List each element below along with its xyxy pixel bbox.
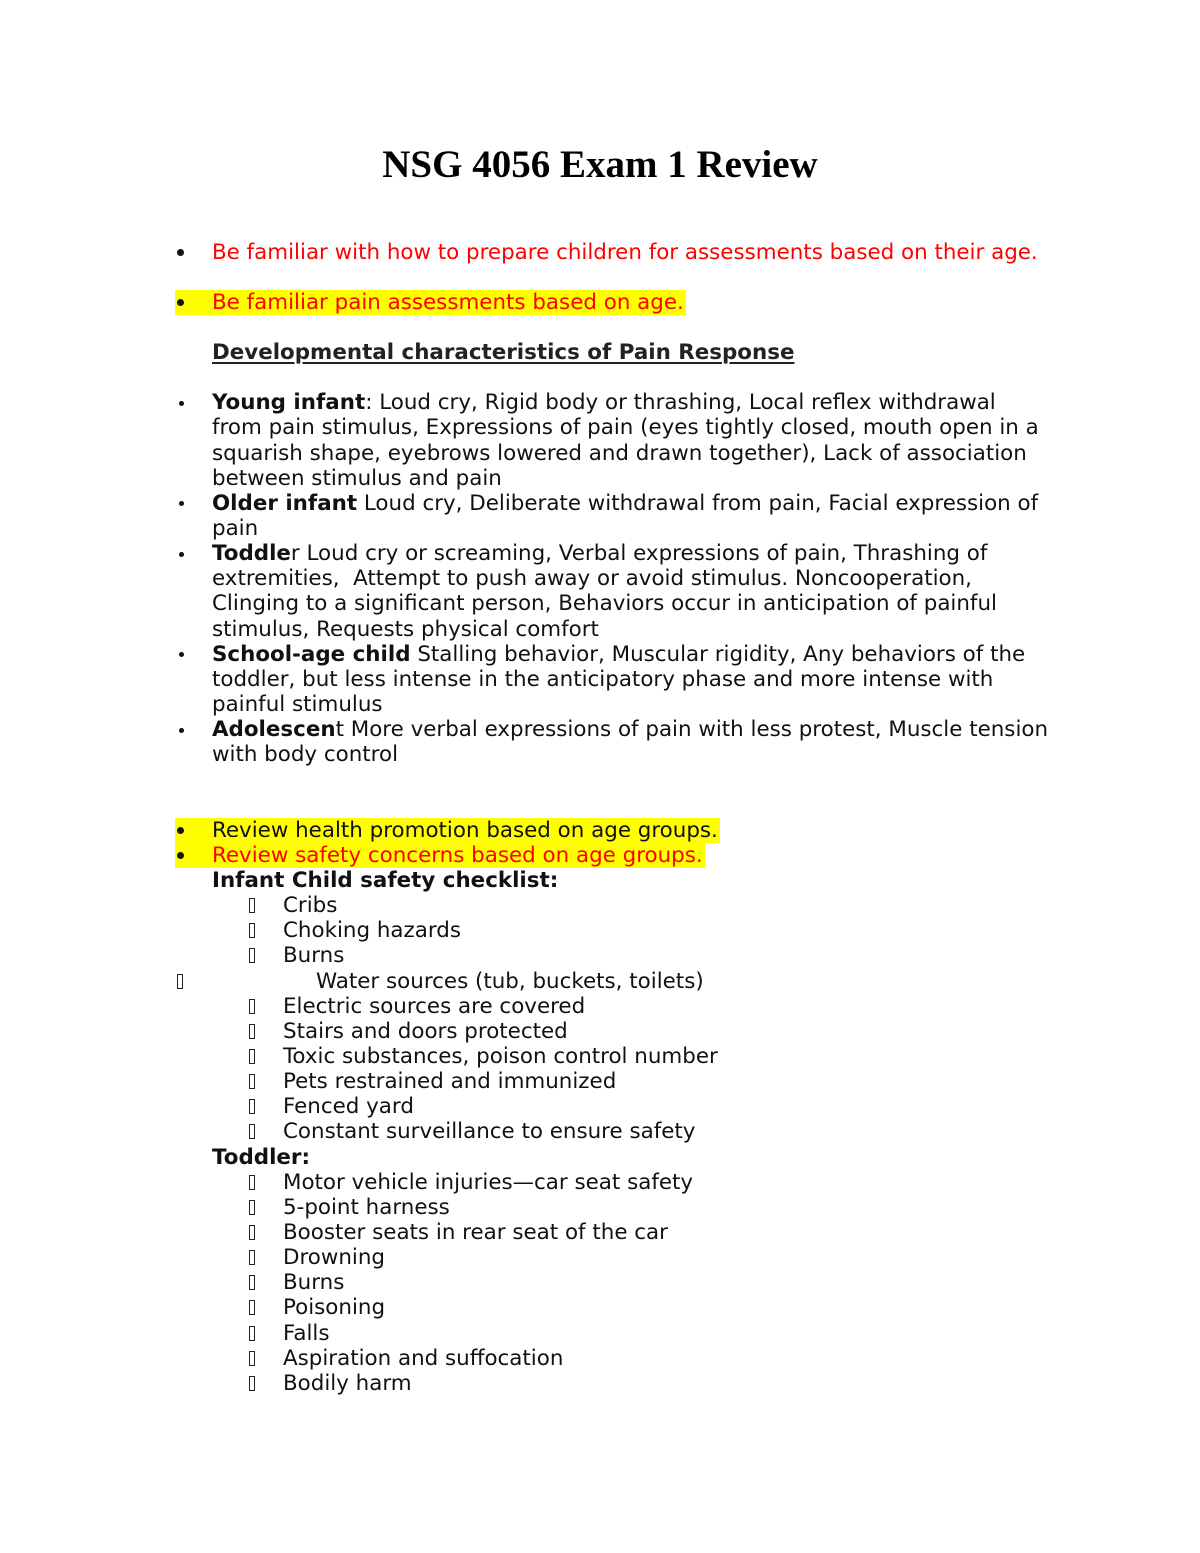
infant-checklist-item [0,1094,1200,1119]
bullet-icon [179,501,184,506]
pain-item-label: Young infant [212,390,366,416]
checklist-item-text: 5-point harness [283,1194,450,1220]
bullet-icon [177,299,184,306]
review-text: Review health promotion based on age groups. [212,817,718,843]
bullet-icon [179,401,184,406]
checklist-item-text: Poisoning [283,1295,386,1321]
review-item-health-promotion [0,818,1200,843]
pain-item-text: extremities, Attempt to push away or avoid stimulus. Noncooperation, [212,566,972,592]
pain-item-line [0,516,1200,541]
checklist-item-text: Water sources (tub, buckets, toilets) [316,968,704,994]
pain-item-label: Adolescen [212,717,336,743]
checklist-box-icon [249,1024,255,1039]
pain-item-text: Stalling behavior, Muscular rigidity, Any behaviors of the [410,641,1026,667]
toddler-checklist-item [0,1346,1200,1371]
pain-item-label: Toddle [212,541,291,567]
section-heading-pain-response: Developmental characteristics of Pain Response [212,340,795,366]
review-item-safety-concerns [0,843,1200,868]
pain-item-older-infant [0,491,1200,541]
toddler-checklist-heading-row [0,1145,1200,1170]
infant-checklist-item [0,893,1200,918]
bullet-icon [177,827,184,834]
checklist-item-text: Constant surveillance to ensure safety [283,1119,696,1145]
pain-item-line [0,491,1200,516]
toddler-checklist-item [0,1371,1200,1396]
infant-checklist-item [0,994,1200,1019]
checklist-box-icon [249,1049,255,1064]
checklist-item-text: Stairs and doors protected [283,1018,568,1044]
pain-item-line [0,390,1200,415]
instruction-text: Be familiar with how to prepare children for assessments based on their age. [212,239,1038,265]
pain-item-line [0,742,1200,767]
pain-item-line [0,591,1200,616]
checklist-item-text: Aspiration and suffocation [283,1345,564,1371]
pain-item-line [0,466,1200,491]
checklist-item-text: Motor vehicle injuries—car seat safety [283,1169,694,1195]
checklist-item-text: Pets restrained and immunized [283,1069,617,1095]
checklist-item-text: Cribs [283,893,338,919]
checklist-item-text: Choking hazards [283,918,461,944]
pain-item-text: toddler, but less intense in the anticipatory phase and more intense with [212,666,994,692]
toddler-checklist-item [0,1270,1200,1295]
checklist-item-text: Burns [283,1270,345,1296]
infant-checklist-item [0,1069,1200,1094]
toddler-checklist-item [0,1195,1200,1220]
toddler-checklist-item [0,1321,1200,1346]
highlight-mark [175,818,720,843]
pain-item-line [0,617,1200,642]
pain-item-text: painful stimulus [212,692,383,718]
bullet-icon [177,852,184,859]
pain-item-text: between stimulus and pain [212,465,502,491]
checklist-box-icon [249,1376,255,1391]
pain-item-text: pain [212,516,259,542]
page-title: NSG 4056 Exam 1 Review [382,143,818,186]
pain-item-label: Older infant [212,490,358,516]
checklist-item-text: Falls [283,1320,330,1346]
checklist-box-icon [249,999,255,1014]
checklist-box-icon [249,1200,255,1215]
checklist-box-icon [249,1124,255,1139]
checklist-item-text: Booster seats in rear seat of the car [283,1220,668,1245]
infant-checklist-heading-row [0,868,1200,893]
pain-item-text: stimulus, Requests physical comfort [212,616,599,642]
checklist-item-text: Burns [283,943,345,969]
bullet-icon [179,728,184,733]
checklist-box-icon [249,1300,255,1315]
pain-item-line [0,692,1200,717]
toddler-checklist-heading: Toddler: [212,1144,311,1170]
checklist-box-icon [249,1074,255,1089]
pain-item-line [0,415,1200,440]
highlight-mark [175,843,705,868]
checklist-item-text: Fenced yard [283,1094,414,1120]
pain-item-line [0,541,1200,566]
pain-item-text: t More verbal expressions of pain with less protest, Muscle tension [335,717,1049,743]
pain-item-line [0,717,1200,742]
pain-item-text: Clinging to a significant person, Behaviors occur in anticipation of painful [212,591,997,617]
checklist-box-icon [249,1275,255,1290]
checklist-item-text: Electric sources are covered [283,993,586,1019]
toddler-checklist-item [0,1245,1200,1270]
pain-item-text: with body control [212,742,399,768]
infant-checklist-item [0,969,1200,994]
checklist-box-icon [249,898,255,913]
checklist-box-icon [249,923,255,938]
pain-item-line [0,566,1200,591]
review-text: Review safety concerns based on age groups. [212,842,703,868]
toddler-checklist-item [0,1170,1200,1195]
pain-item-line [0,441,1200,466]
pain-item-line [0,667,1200,692]
checklist-box-icon [249,948,255,963]
checklist-box-icon [177,974,183,989]
bullet-icon [179,552,184,557]
section-heading-row [0,340,1200,365]
checklist-box-icon [249,1326,255,1341]
pain-item-adolescent [0,717,1200,767]
bullet-icon [177,249,184,256]
pain-item-text: Loud cry, Deliberate withdrawal from pain, Facial expression of [357,490,1039,516]
bullet-icon [179,652,184,657]
infant-checklist-item [0,1044,1200,1069]
pain-item-young-infant [0,390,1200,491]
infant-checklist-heading: Infant Child safety checklist: [212,868,559,894]
checklist-box-icon [249,1250,255,1265]
checklist-item-text: Toxic substances, poison control number [283,1044,718,1070]
checklist-box-icon [249,1175,255,1190]
pain-item-school-age-child [0,642,1200,717]
infant-checklist-item [0,943,1200,968]
pain-item-text: r Loud cry or screaming, Verbal expressions of pain, Thrashing of [290,541,988,567]
pain-item-text: : Loud cry, Rigid body or thrashing, Local reflex withdrawal [365,390,996,416]
toddler-checklist-item [0,1220,1200,1245]
document-body [0,240,1200,1396]
pain-item-text: squarish shape, eyebrows lowered and drawn together), Lack of association [212,440,1027,466]
checklist-item-text: Drowning [283,1245,386,1271]
checklist-box-icon [249,1225,255,1240]
checklist-box-icon [249,1099,255,1114]
pain-item-toddler [0,541,1200,642]
instruction-item-assessment-prep [0,240,1200,265]
instruction-item-pain-assessment [0,290,1200,315]
infant-checklist-item [0,918,1200,943]
toddler-checklist-item [0,1295,1200,1320]
infant-checklist-item [0,1019,1200,1044]
infant-checklist-item [0,1119,1200,1144]
checklist-item-text: Bodily harm [283,1370,412,1396]
instruction-text: Be familiar pain assessments based on age. [212,289,684,315]
pain-item-label: School-age child [212,641,411,667]
pain-item-line [0,642,1200,667]
highlight-mark [175,290,686,315]
pain-item-text: from pain stimulus, Expressions of pain (eyes tightly closed, mouth open in a [212,415,1039,441]
checklist-box-icon [249,1351,255,1366]
